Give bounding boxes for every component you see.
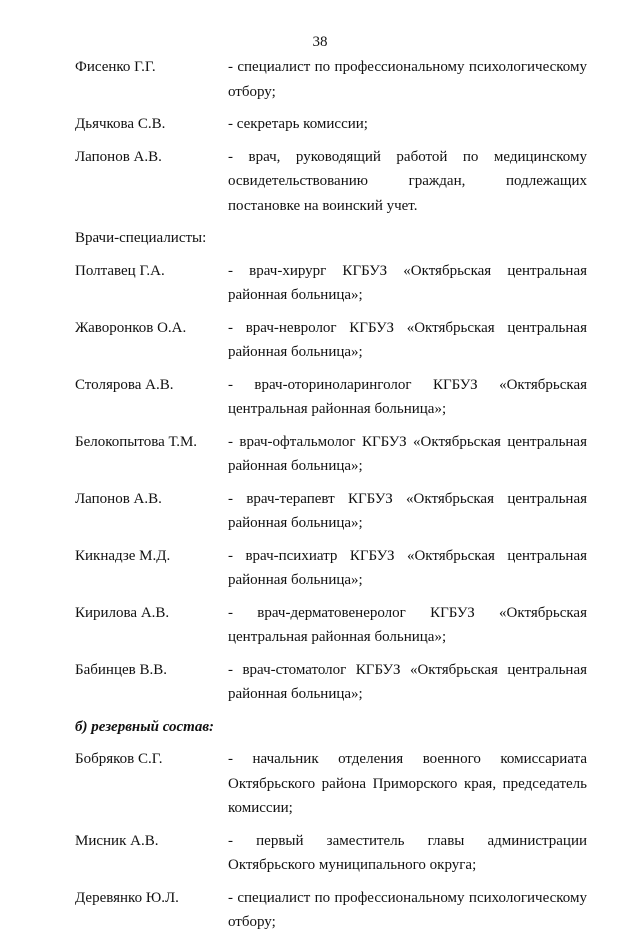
member-role: - специалист по профессиональному психологическому отбору; (228, 59, 587, 100)
member-role: - врач-дерматовенеролог КГБУЗ «Октябрьская центральная районная больница»; (228, 604, 587, 645)
member-entry (75, 487, 587, 536)
member-name: Жаворонков О.А. (75, 319, 187, 336)
member-entry (75, 601, 587, 650)
member-name: Деревянко Ю.Л. (75, 889, 179, 906)
member-role: - врач-офтальмолог КГБУЗ «Октябрьская центральная районная больница»; (228, 433, 587, 474)
member-entry (75, 829, 587, 878)
member-entry (75, 544, 587, 593)
member-role: - врач, руководящий работой по медицинскому освидетельствованию граждан, подлежащих постановке на воинский учет. (228, 148, 587, 214)
member-entry (75, 259, 587, 308)
member-entry (75, 373, 587, 422)
member-name: Лапонов А.В. (75, 148, 162, 165)
member-name: Бабинцев В.В. (75, 661, 167, 678)
member-entry (75, 886, 587, 935)
member-name: Столярова А.В. (75, 376, 174, 393)
member-role: - начальник отделения военного комиссариата Октябрьского района Приморского края, председатель комиссии; (228, 751, 587, 816)
member-entry (75, 747, 587, 821)
member-entry (75, 55, 587, 104)
member-name: Бобряков С.Г. (75, 751, 163, 767)
member-role: - специалист по профессиональному психологическому отбору; (228, 889, 587, 930)
member-name: Белокопытова Т.М. (75, 433, 198, 450)
member-role: - врач-терапевт КГБУЗ «Октябрьская центральная районная больница»; (228, 490, 587, 531)
member-name: Дьячкова С.В. (75, 116, 166, 132)
specialists-heading: Врачи-специалисты: (75, 230, 207, 246)
member-name: Кирилова А.В. (75, 604, 170, 621)
member-entry (75, 430, 587, 479)
member-role: - врач-оториноларинголог КГБУЗ «Октябрьская центральная районная больница»; (228, 376, 587, 417)
member-role: - врач-невролог КГБУЗ «Октябрьская центральная районная больница»; (228, 319, 587, 360)
member-name: Мисник А.В. (75, 832, 159, 849)
member-role: - врач-психиатр КГБУЗ «Октябрьская центральная районная больница»; (228, 547, 587, 588)
commission-list (75, 55, 587, 943)
page-number: 38 (312, 34, 328, 50)
member-name: Полтавец Г.А. (75, 262, 165, 279)
member-role: - врач-хирург КГБУЗ «Октябрьская центральная районная больница»; (228, 262, 587, 303)
member-role: - первый заместитель главы администрации Октябрьского муниципального округа; (228, 832, 587, 873)
member-entry (75, 112, 587, 137)
member-role: - врач-стоматолог КГБУЗ «Октябрьская центральная районная больница»; (228, 661, 587, 702)
member-entry (75, 316, 587, 365)
reserve-heading: б) резервный состав: (75, 718, 215, 735)
member-entry (75, 658, 587, 707)
member-role: - секретарь комиссии; (228, 116, 368, 132)
member-name: Лапонов А.В. (75, 490, 162, 507)
member-entry (75, 145, 587, 219)
member-name: Кикнадзе М.Д. (75, 547, 171, 564)
member-name: Фисенко Г.Г. (75, 59, 156, 75)
